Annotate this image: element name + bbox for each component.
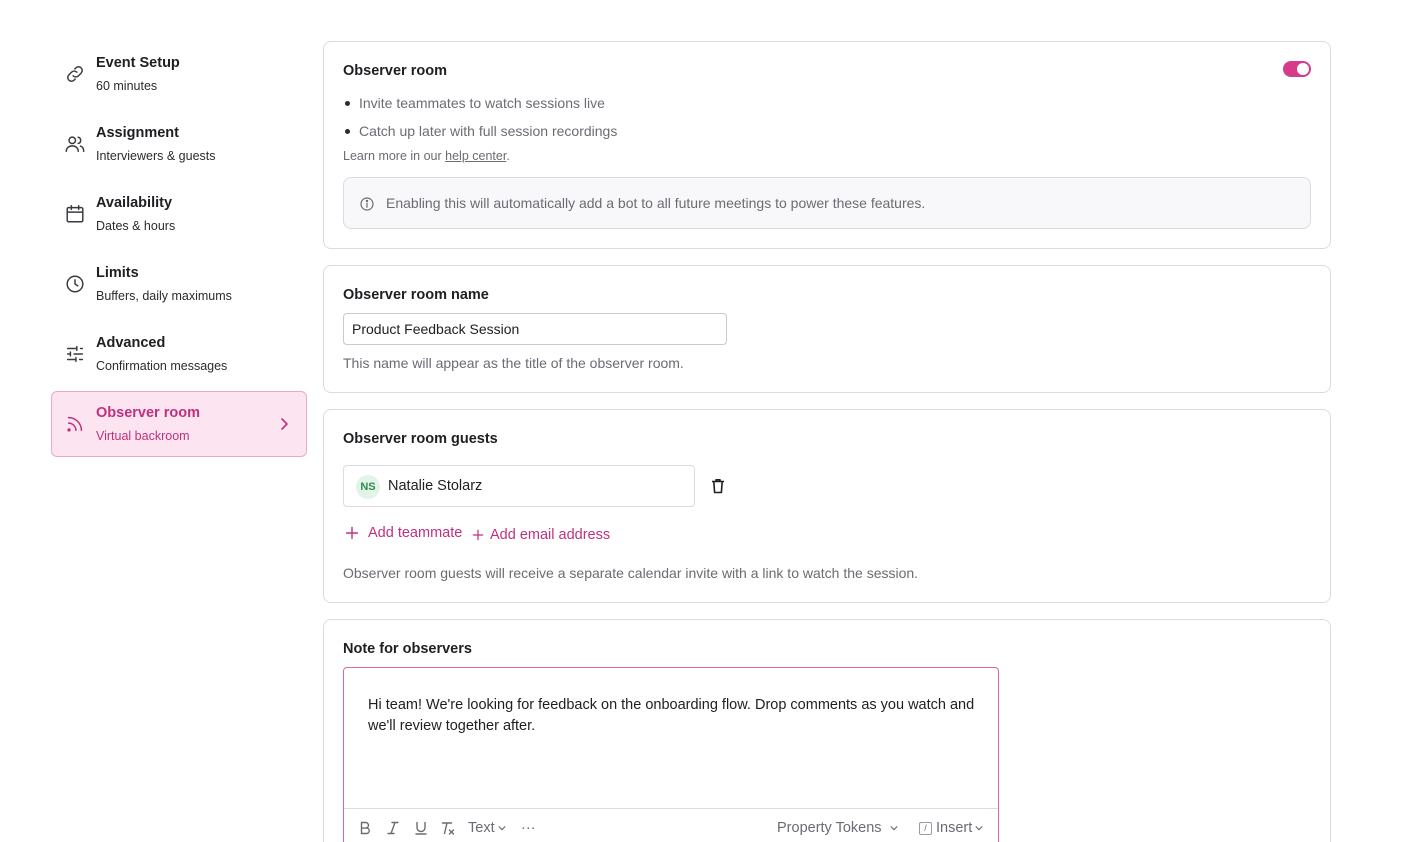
note-card <box>323 619 1331 842</box>
delete-guest-button[interactable] <box>709 477 727 495</box>
property-tokens-label: Property Tokens <box>777 820 882 836</box>
sidebar-item-title: Advanced <box>96 335 166 351</box>
sidebar-item-title: Event Setup <box>96 55 180 71</box>
guests-card <box>323 409 1331 603</box>
more-icon: ··· <box>521 820 536 836</box>
italic-icon <box>385 820 401 836</box>
sidebar-item-title: Observer room <box>96 405 200 421</box>
underline-icon <box>413 820 429 836</box>
note-editor-text[interactable]: Hi team! We're looking for feedback on the onboarding flow. Drop comments as you watch and we'll review together after. <box>368 697 975 734</box>
sliders-icon <box>64 343 86 365</box>
bold-icon <box>357 820 373 836</box>
italic-button[interactable] <box>385 819 401 837</box>
sidebar-item-subtitle: Virtual backroom <box>96 429 190 443</box>
sidebar-item-subtitle: Dates & hours <box>96 219 176 233</box>
bold-button[interactable] <box>357 819 373 837</box>
bot-info-callout <box>343 177 1311 229</box>
sidebar-item-subtitle: 60 minutes <box>96 79 158 93</box>
chevron-down-icon <box>974 823 984 833</box>
help-center-link[interactable]: help center <box>445 149 507 163</box>
sidebar-item-advanced[interactable] <box>51 321 307 387</box>
sidebar-item-limits[interactable] <box>51 251 307 317</box>
room-name-input[interactable] <box>343 313 727 345</box>
sidebar-item-subtitle: Interviewers & guests <box>96 149 216 163</box>
observer-room-title: Observer room <box>343 63 447 79</box>
observer-room-toggle[interactable] <box>1283 61 1311 77</box>
property-tokens-dropdown[interactable] <box>777 819 899 837</box>
text-style-label: Text <box>468 820 495 836</box>
sidebar-item-title: Availability <box>96 195 173 211</box>
insert-label: Insert <box>936 820 973 836</box>
add-teammate-label: Add teammate <box>368 525 463 541</box>
insert-dropdown[interactable] <box>919 819 984 837</box>
sidebar-item-subtitle: Buffers, daily maximums <box>96 289 232 303</box>
add-email-label: Add email address <box>490 527 611 543</box>
info-text: Enabling this will automatically add a bot to all future meetings to power these features. <box>386 195 926 211</box>
room-name-help: This name will appear as the title of the observer room. <box>343 355 684 371</box>
room-name-card <box>323 265 1331 393</box>
feature-list <box>343 93 617 149</box>
observer-room-card <box>323 41 1331 249</box>
sidebar-item-subtitle: Confirmation messages <box>96 359 228 373</box>
sidebar-item-event-setup[interactable] <box>51 41 307 107</box>
plus-icon <box>472 529 484 541</box>
slash-shortcut-icon: / <box>919 822 932 835</box>
add-email-button[interactable] <box>472 527 610 543</box>
sidebar-item-availability[interactable] <box>51 181 307 247</box>
chevron-down-icon <box>497 823 507 833</box>
note-title: Note for observers <box>343 641 472 657</box>
learn-more-text <box>343 149 510 163</box>
feature-list-item: Invite teammates to watch sessions live <box>343 93 617 121</box>
editor-toolbar <box>344 808 998 842</box>
sidebar-item-observer-room[interactable] <box>51 391 307 457</box>
info-icon <box>359 196 375 212</box>
guest-name: Natalie Stolarz <box>388 478 483 494</box>
guests-help: Observer room guests will receive a separate calendar invite with a link to watch the session. <box>343 565 919 581</box>
learn-more-prefix: Learn more in our <box>343 149 446 163</box>
guests-title: Observer room guests <box>343 431 498 447</box>
clear-format-icon <box>440 820 456 836</box>
trash-icon <box>709 477 727 495</box>
sidebar-item-title: Assignment <box>96 125 179 141</box>
link-icon <box>64 63 86 85</box>
clear-format-button[interactable] <box>440 819 456 837</box>
text-style-dropdown[interactable] <box>468 819 507 837</box>
avatar: NS <box>356 475 380 499</box>
room-name-title: Observer room name <box>343 287 489 303</box>
calendar-icon <box>64 203 86 225</box>
more-options-button[interactable] <box>521 819 536 837</box>
note-editor[interactable] <box>343 667 999 842</box>
toggle-knob <box>1297 63 1309 75</box>
sidebar-item-title: Limits <box>96 265 139 281</box>
settings-sidebar <box>51 41 307 461</box>
learn-more-suffix: . <box>506 149 510 163</box>
broadcast-icon <box>64 413 86 435</box>
add-teammate-button[interactable] <box>345 525 462 541</box>
users-icon <box>64 133 86 155</box>
chevron-right-icon <box>276 416 292 432</box>
chevron-down-icon <box>889 823 899 833</box>
guest-entry[interactable] <box>343 465 695 507</box>
plus-icon <box>345 526 359 540</box>
clock-icon <box>64 273 86 295</box>
sidebar-item-assignment[interactable] <box>51 111 307 177</box>
underline-button[interactable] <box>413 819 429 837</box>
feature-list-item: Catch up later with full session recordings <box>343 121 617 149</box>
